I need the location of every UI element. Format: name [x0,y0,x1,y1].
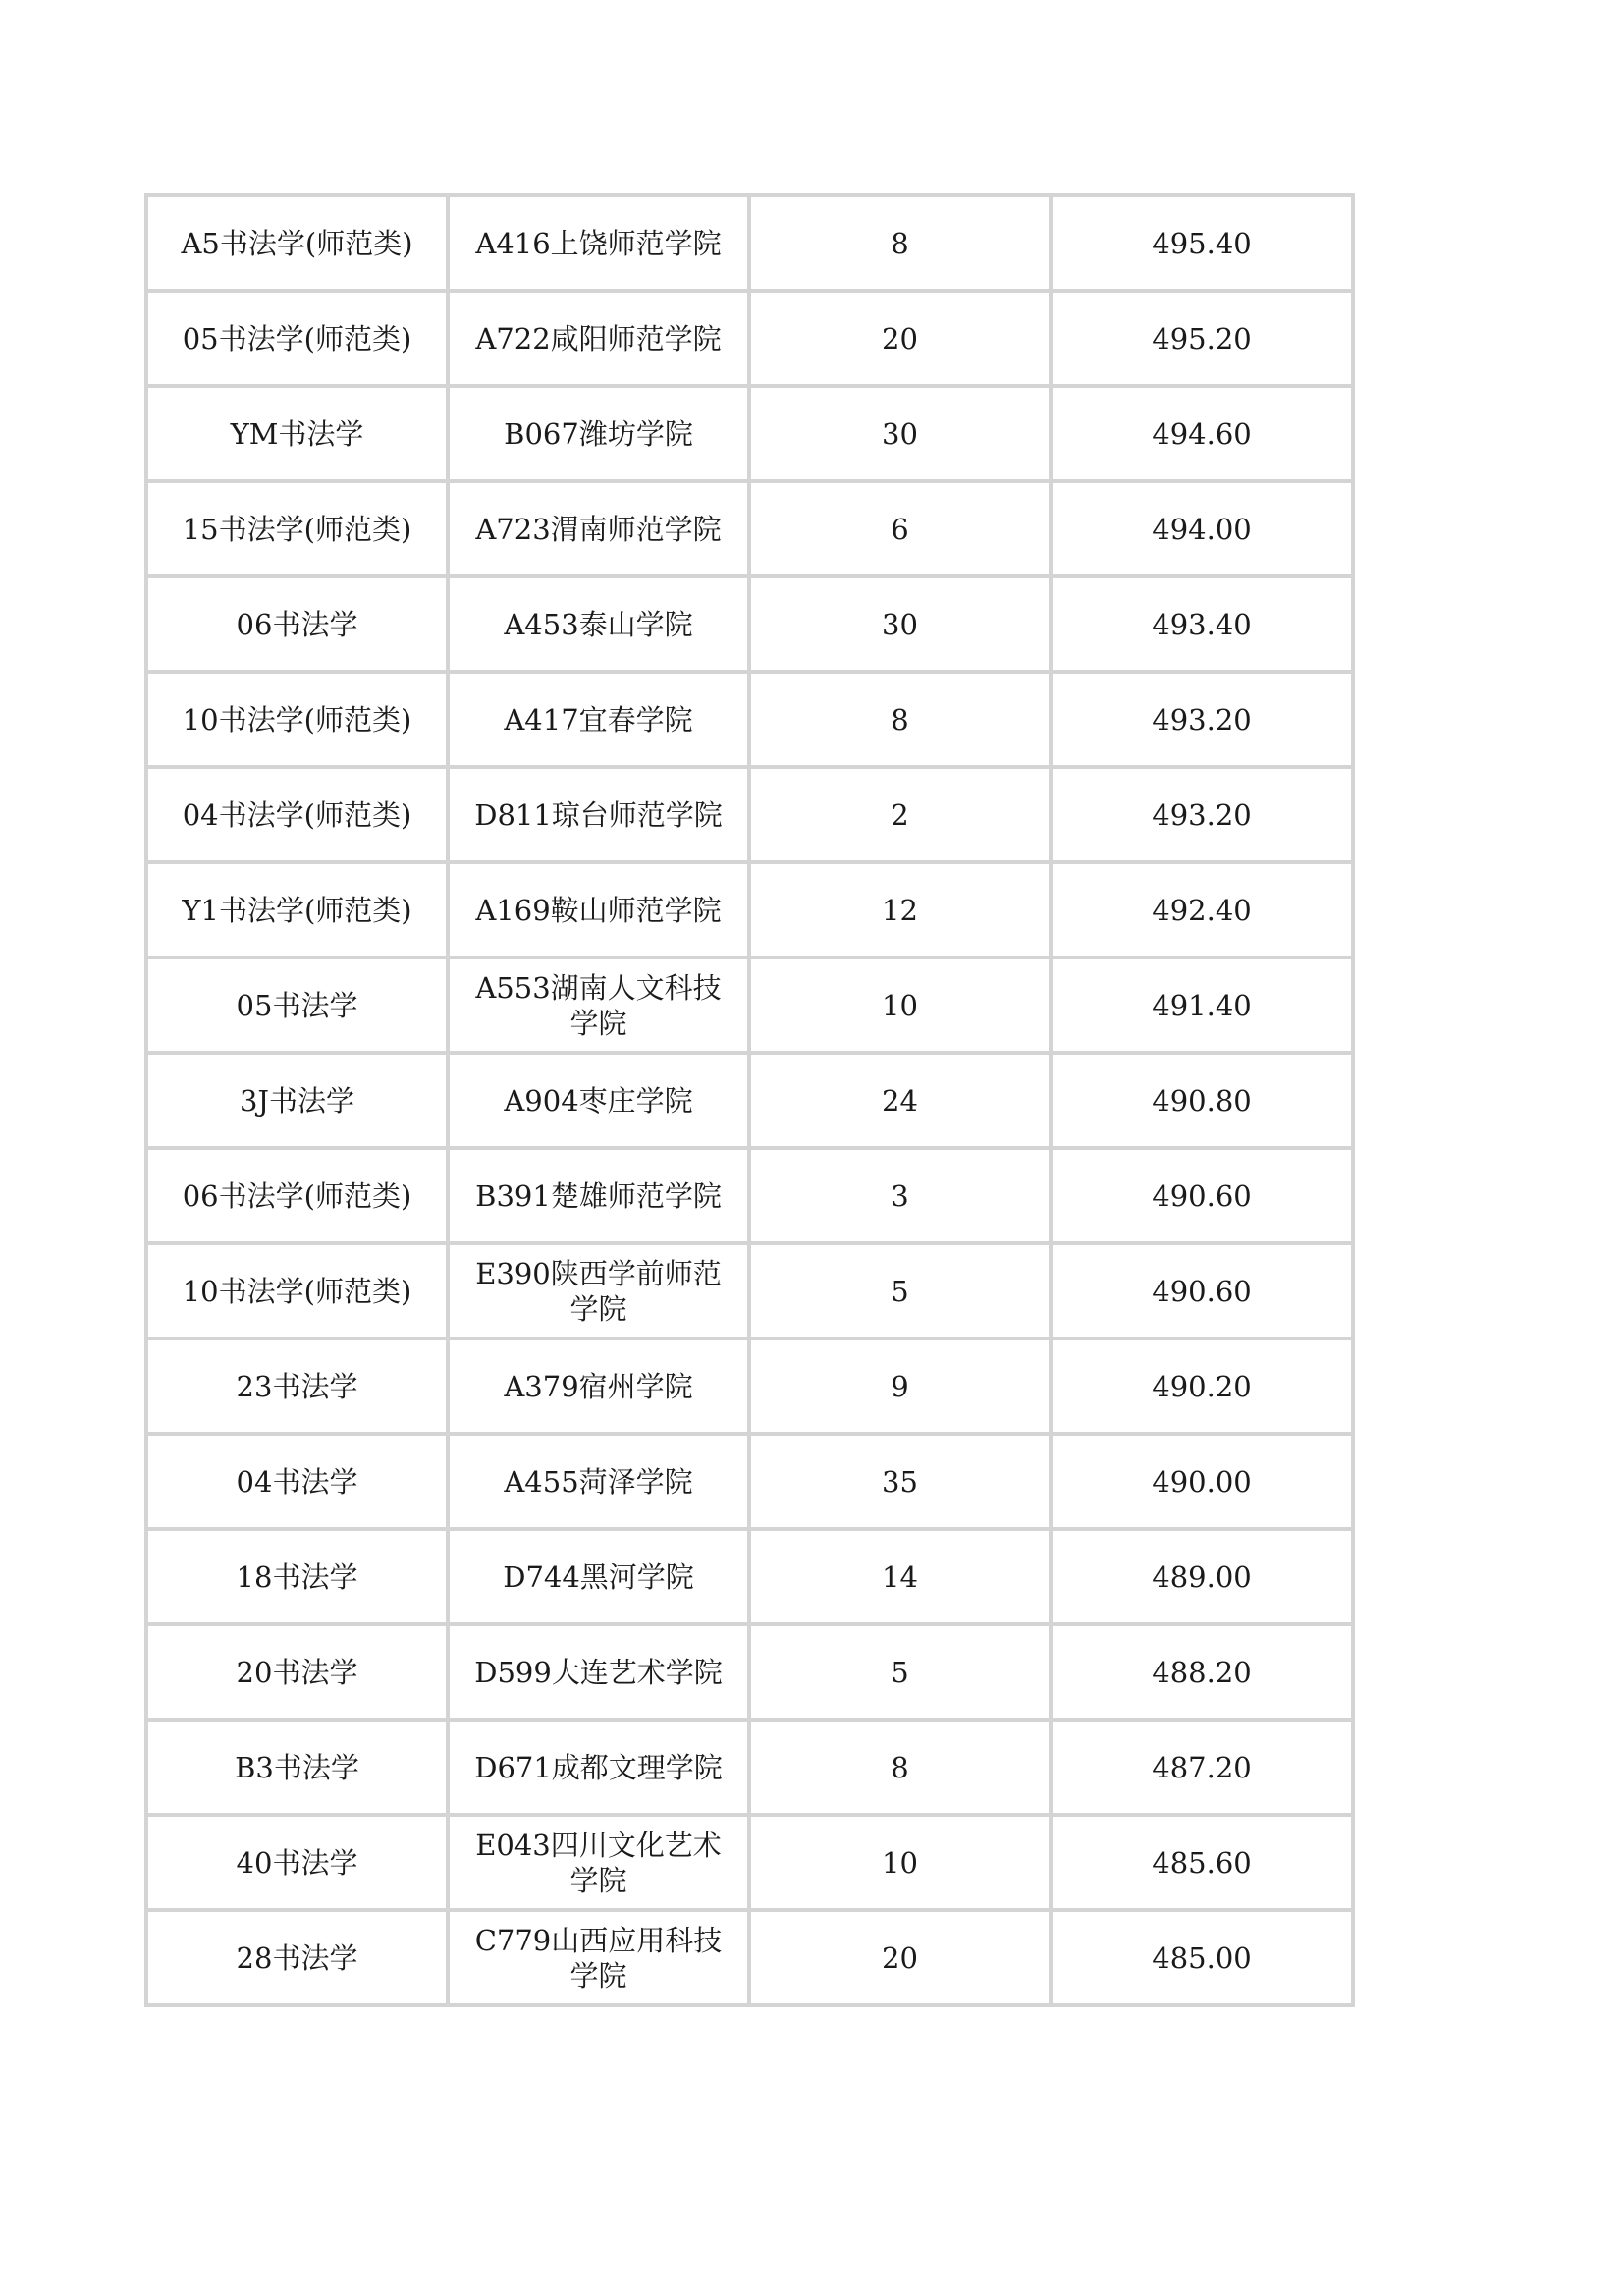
school-cell: B067潍坊学院 [450,388,751,483]
school-cell: D744黑河学院 [450,1531,751,1626]
quota-cell: 10 [751,959,1053,1055]
score-cell: 490.80 [1053,1055,1355,1150]
major-cell: 10书法学(师范类) [148,674,450,769]
score-cell: 485.00 [1053,1912,1355,2007]
school-cell: D671成都文理学院 [450,1722,751,1817]
quota-cell: 2 [751,769,1053,864]
score-cell: 488.20 [1053,1626,1355,1722]
major-cell: 28书法学 [148,1912,450,2007]
quota-cell: 35 [751,1436,1053,1531]
school-cell: D599大连艺术学院 [450,1626,751,1722]
major-cell: 3J书法学 [148,1055,450,1150]
table-row [148,674,1355,769]
quota-cell: 20 [751,1912,1053,2007]
table-row [148,1245,1355,1340]
major-cell: 06书法学 [148,578,450,674]
table-body [148,197,1355,2007]
major-cell: 15书法学(师范类) [148,483,450,578]
table-row [148,388,1355,483]
major-cell: A5书法学(师范类) [148,197,450,293]
quota-cell: 5 [751,1626,1053,1722]
score-cell: 495.20 [1053,293,1355,388]
major-cell: YM书法学 [148,388,450,483]
score-cell: 493.20 [1053,769,1355,864]
school-cell: A453泰山学院 [450,578,751,674]
major-cell: 06书法学(师范类) [148,1150,450,1245]
table-row [148,1150,1355,1245]
score-cell: 491.40 [1053,959,1355,1055]
score-cell: 490.60 [1053,1150,1355,1245]
score-cell: 495.40 [1053,197,1355,293]
table-row [148,1912,1355,2007]
school-cell: A904枣庄学院 [450,1055,751,1150]
table-row [148,959,1355,1055]
score-cell: 490.20 [1053,1340,1355,1436]
major-cell: 05书法学 [148,959,450,1055]
school-cell: A455菏泽学院 [450,1436,751,1531]
school-cell: A417宜春学院 [450,674,751,769]
quota-cell: 8 [751,1722,1053,1817]
table-row [148,1817,1355,1912]
table-row [148,1055,1355,1150]
major-cell: B3书法学 [148,1722,450,1817]
major-cell: 05书法学(师范类) [148,293,450,388]
major-cell: 10书法学(师范类) [148,1245,450,1340]
score-cell: 490.00 [1053,1436,1355,1531]
school-cell: A722咸阳师范学院 [450,293,751,388]
table-row [148,1531,1355,1626]
score-cell: 494.60 [1053,388,1355,483]
major-cell: 04书法学(师范类) [148,769,450,864]
major-cell: 18书法学 [148,1531,450,1626]
admission-table [144,193,1355,2007]
quota-cell: 24 [751,1055,1053,1150]
quota-cell: 20 [751,293,1053,388]
quota-cell: 9 [751,1340,1053,1436]
school-cell: B391楚雄师范学院 [450,1150,751,1245]
major-cell: Y1书法学(师范类) [148,864,450,959]
table-row [148,864,1355,959]
school-cell: E043四川文化艺术学院 [450,1817,751,1912]
school-cell: A723渭南师范学院 [450,483,751,578]
table-row [148,1340,1355,1436]
quota-cell: 3 [751,1150,1053,1245]
quota-cell: 6 [751,483,1053,578]
quota-cell: 8 [751,197,1053,293]
table-row [148,1436,1355,1531]
table-row [148,197,1355,293]
major-cell: 40书法学 [148,1817,450,1912]
school-cell: A169鞍山师范学院 [450,864,751,959]
score-cell: 493.20 [1053,674,1355,769]
school-cell: A553湖南人文科技学院 [450,959,751,1055]
quota-cell: 8 [751,674,1053,769]
school-cell: A379宿州学院 [450,1340,751,1436]
score-cell: 487.20 [1053,1722,1355,1817]
score-cell: 492.40 [1053,864,1355,959]
major-cell: 23书法学 [148,1340,450,1436]
quota-cell: 10 [751,1817,1053,1912]
major-cell: 20书法学 [148,1626,450,1722]
quota-cell: 5 [751,1245,1053,1340]
table-row [148,1722,1355,1817]
major-cell: 04书法学 [148,1436,450,1531]
score-cell: 494.00 [1053,483,1355,578]
school-cell: D811琼台师范学院 [450,769,751,864]
score-cell: 493.40 [1053,578,1355,674]
school-cell: C779山西应用科技学院 [450,1912,751,2007]
quota-cell: 30 [751,578,1053,674]
table-row [148,578,1355,674]
table-row [148,293,1355,388]
score-cell: 485.60 [1053,1817,1355,1912]
school-cell: E390陕西学前师范学院 [450,1245,751,1340]
table-row [148,483,1355,578]
school-cell: A416上饶师范学院 [450,197,751,293]
score-cell: 490.60 [1053,1245,1355,1340]
quota-cell: 12 [751,864,1053,959]
table-row [148,1626,1355,1722]
score-cell: 489.00 [1053,1531,1355,1626]
quota-cell: 14 [751,1531,1053,1626]
quota-cell: 30 [751,388,1053,483]
table-row [148,769,1355,864]
